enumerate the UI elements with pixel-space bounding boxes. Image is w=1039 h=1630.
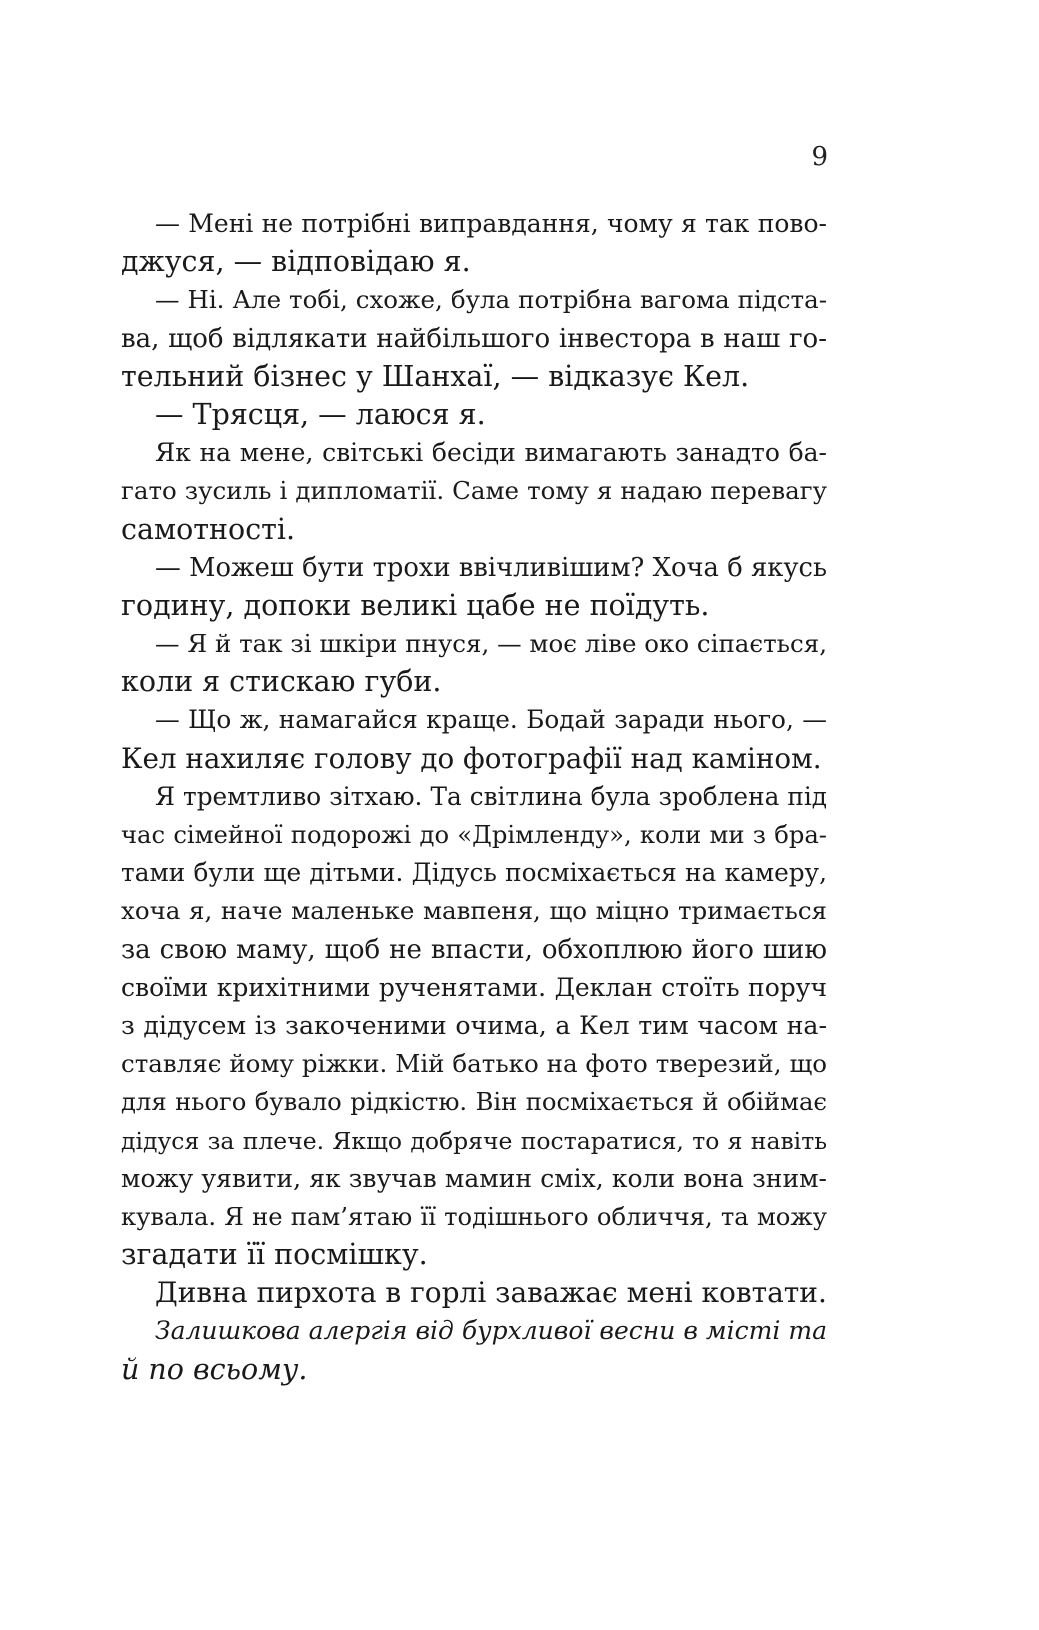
text-line: — Що ж, намагайся краще. Бодай заради нього, — bbox=[155, 705, 827, 735]
text-line: коли я стискаю губи. bbox=[121, 665, 442, 699]
text-line: й по всьому. bbox=[121, 1352, 308, 1386]
text-line: — Ні. Але тобі, схоже, була потрібна вагома підста- bbox=[155, 285, 827, 315]
text-line: — Я й так зі шкіри пнуся, — моє ліве око сіпається, bbox=[155, 629, 827, 659]
body-text bbox=[121, 205, 827, 1389]
text-line: з дідусем із закоченими очима, а Кел тим часом на- bbox=[121, 1010, 827, 1040]
text-line: — Трясця, — лаюся я. bbox=[155, 397, 486, 431]
text-line: кувала. Я не пам’ятаю її тодішнього обличчя, та можу bbox=[121, 1201, 827, 1231]
page-number: 9 bbox=[811, 142, 828, 172]
text-line: Кел нахиляє голову до фотографії над каміном. bbox=[121, 741, 822, 775]
text-line: дідуся за плече. Якщо добряче постаратися, то я навіть bbox=[121, 1126, 827, 1155]
text-line: самотності. bbox=[121, 512, 296, 546]
text-line: Дивна пирхота в горлі заважає мені ковтати. bbox=[155, 1276, 827, 1310]
text-line: годину, допоки великі цабе не поїдуть. bbox=[121, 588, 710, 622]
text-line: Як на мене, світські бесіди вимагають занадто ба- bbox=[155, 438, 827, 468]
text-line: Я тремтливо зітхаю. Та світлина була зроблена під bbox=[155, 781, 827, 811]
text-line: тельний бізнес у Шанхаї, — відказує Кел. bbox=[121, 359, 750, 393]
text-line: гато зусиль і дипломатії. Саме тому я надаю перевагу bbox=[121, 476, 827, 506]
text-line: ва, щоб відлякати найбільшого інвестора в наш го- bbox=[121, 323, 827, 354]
text-line: згадати її посмішку. bbox=[121, 1238, 428, 1272]
text-line: — Можеш бути трохи ввічливішим? Хоча б якусь bbox=[155, 552, 827, 583]
text-line: можу уявити, як звучав мамин сміх, коли вона зним- bbox=[121, 1163, 827, 1193]
text-line: для нього бувало рідкістю. Він посміхається й обіймає bbox=[121, 1087, 827, 1117]
text-line: — Мені не потрібні виправдання, чому я так пово- bbox=[155, 209, 827, 238]
text-line: ставляє йому ріжки. Мій батько на фото тверезий, що bbox=[121, 1049, 827, 1079]
text-line: хоча я, наче маленьке мавпеня, що міцно тримається bbox=[121, 896, 827, 926]
text-line: час сімейної подорожі до «Дрімленду», коли ми з бра- bbox=[121, 820, 827, 849]
text-line: за свою маму, щоб не впасти, обхоплюю його шию bbox=[121, 934, 827, 965]
text-line: тами були ще дітьми. Дідусь посміхається на камеру, bbox=[121, 858, 827, 888]
text-line: своїми крихітними рученятами. Деклан стоїть поруч bbox=[121, 972, 827, 1002]
text-line: Залишкова алергія від бурхливої весни в місті та bbox=[155, 1316, 827, 1346]
text-line: джуся, — відповідаю я. bbox=[121, 245, 471, 279]
